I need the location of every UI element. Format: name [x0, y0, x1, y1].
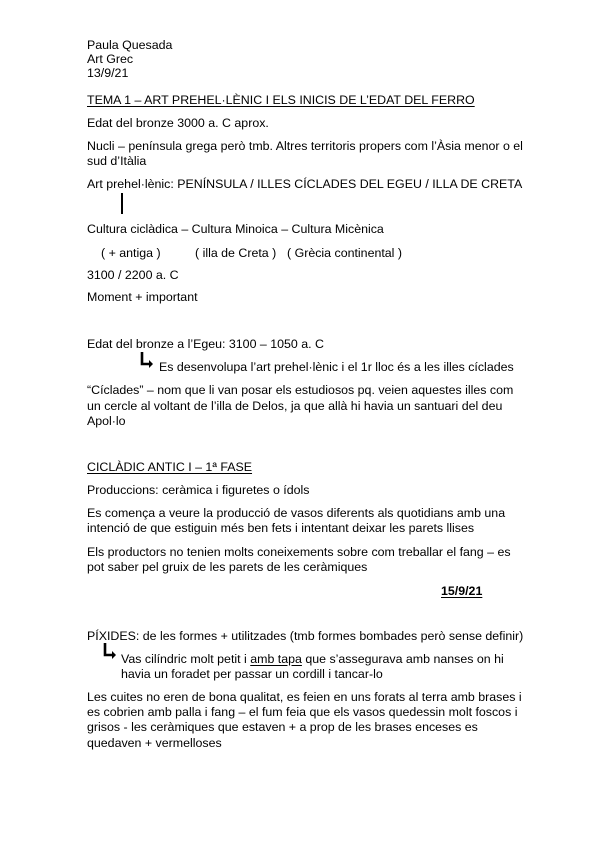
firing-text-line3: grisos - les ceràmiques que estaven + a prop de les brases enceses es [87, 720, 478, 734]
section-title-1: TEMA 1 – ART PREHEL·LÈNIC I ELS INICIS DE L’EDAT DEL FERRO [87, 93, 475, 107]
firing-text-line1: Les cuites no eren de bona qualitat, es feien en uns forats al terra amb brases i [87, 690, 522, 704]
begins-text-line1: Es comença a veure la producció de vasos diferents als quotidians amb una [87, 506, 506, 520]
productions-text: Produccions: ceràmica i figuretes o ídols [87, 483, 310, 497]
moment-text: Moment + important [87, 290, 198, 304]
culture-note-cycladic: ( + antiga ) [101, 246, 161, 260]
author-name: Paula Quesada [87, 38, 173, 52]
vessel-text-lid: amb tapa [250, 652, 302, 666]
cyclades-text-line2: un cercle al voltant de l’illa de Delos, ja que allà hi havia un santuari del deu [87, 399, 503, 413]
corner-arrow-icon [103, 643, 117, 659]
vessel-text-end: que s’assegurava amb nanses on hi [301, 652, 504, 666]
vessel-text-start: Vas cilíndric molt petit i [121, 652, 251, 666]
cultures-text: Cultura ciclàdica – Cultura Minoica – Cultura Micènica [87, 222, 384, 236]
vertical-line-mark [121, 193, 123, 214]
aegean-bronze-text: Edat del bronze a l’Egeu: 3100 – 1050 a. C [87, 337, 324, 351]
subject: Art Grec [87, 52, 134, 66]
bronze-age-text: Edat del bronze 3000 a. C aprox. [87, 116, 269, 130]
cyclades-text-line3: Apol·lo [87, 414, 126, 428]
culture-note-minoan: ( illa de Creta ) [195, 246, 277, 260]
vessel-text-line1 [121, 652, 504, 667]
pyxides-text: PÍXIDES: de les formes + utilitzades (tmb formes bombades però sense definir) [87, 629, 524, 643]
producers-text-line2: pot saber pel gruix de les parets de les ceràmiques [87, 560, 368, 574]
cyclades-text-line1: “Cíclades” – nom que li van posar els estudiosos pq. veien aquestes illes com [87, 383, 514, 397]
date-entry-2: 15/9/21 [441, 584, 483, 598]
culture-note-mycenaean: ( Grècia continental ) [287, 246, 403, 260]
date: 13/9/21 [87, 66, 129, 80]
begins-text-line2: intenció de que estiguin més ben fets i intentant deixar les parets llises [87, 521, 475, 535]
corner-arrow-icon [140, 352, 154, 368]
prehellenic-text: Art prehel·lènic: PENÍNSULA / ILLES CÍCLADES DEL EGEU / ILLA DE CRETA [87, 177, 523, 191]
nucleus-text-line1: Nucli – península grega però tmb. Altres territoris propers com l’Àsia menor o el [87, 139, 523, 153]
section-title-2: CICLÀDIC ANTIC I – 1ª FASE [87, 460, 253, 474]
firing-text-line2: es cobrien amb palla i fang – el fum feia que els vasos quedessin molt foscos i [87, 705, 518, 719]
dates-text: 3100 / 2200 a. C [87, 268, 179, 282]
vessel-text-line2: havia un foradet per passar un cordill i tancar-lo [121, 667, 383, 681]
develops-text: Es desenvolupa l’art prehel·lènic i el 1r lloc és a les illes cíclades [159, 360, 514, 374]
nucleus-text-line2: sud d’Itàlia [87, 154, 147, 168]
firing-text-line4: quedaven + vermelloses [87, 736, 222, 750]
producers-text-line1: Els productors no tenien molts coneixements sobre com treballar el fang – es [87, 545, 511, 559]
